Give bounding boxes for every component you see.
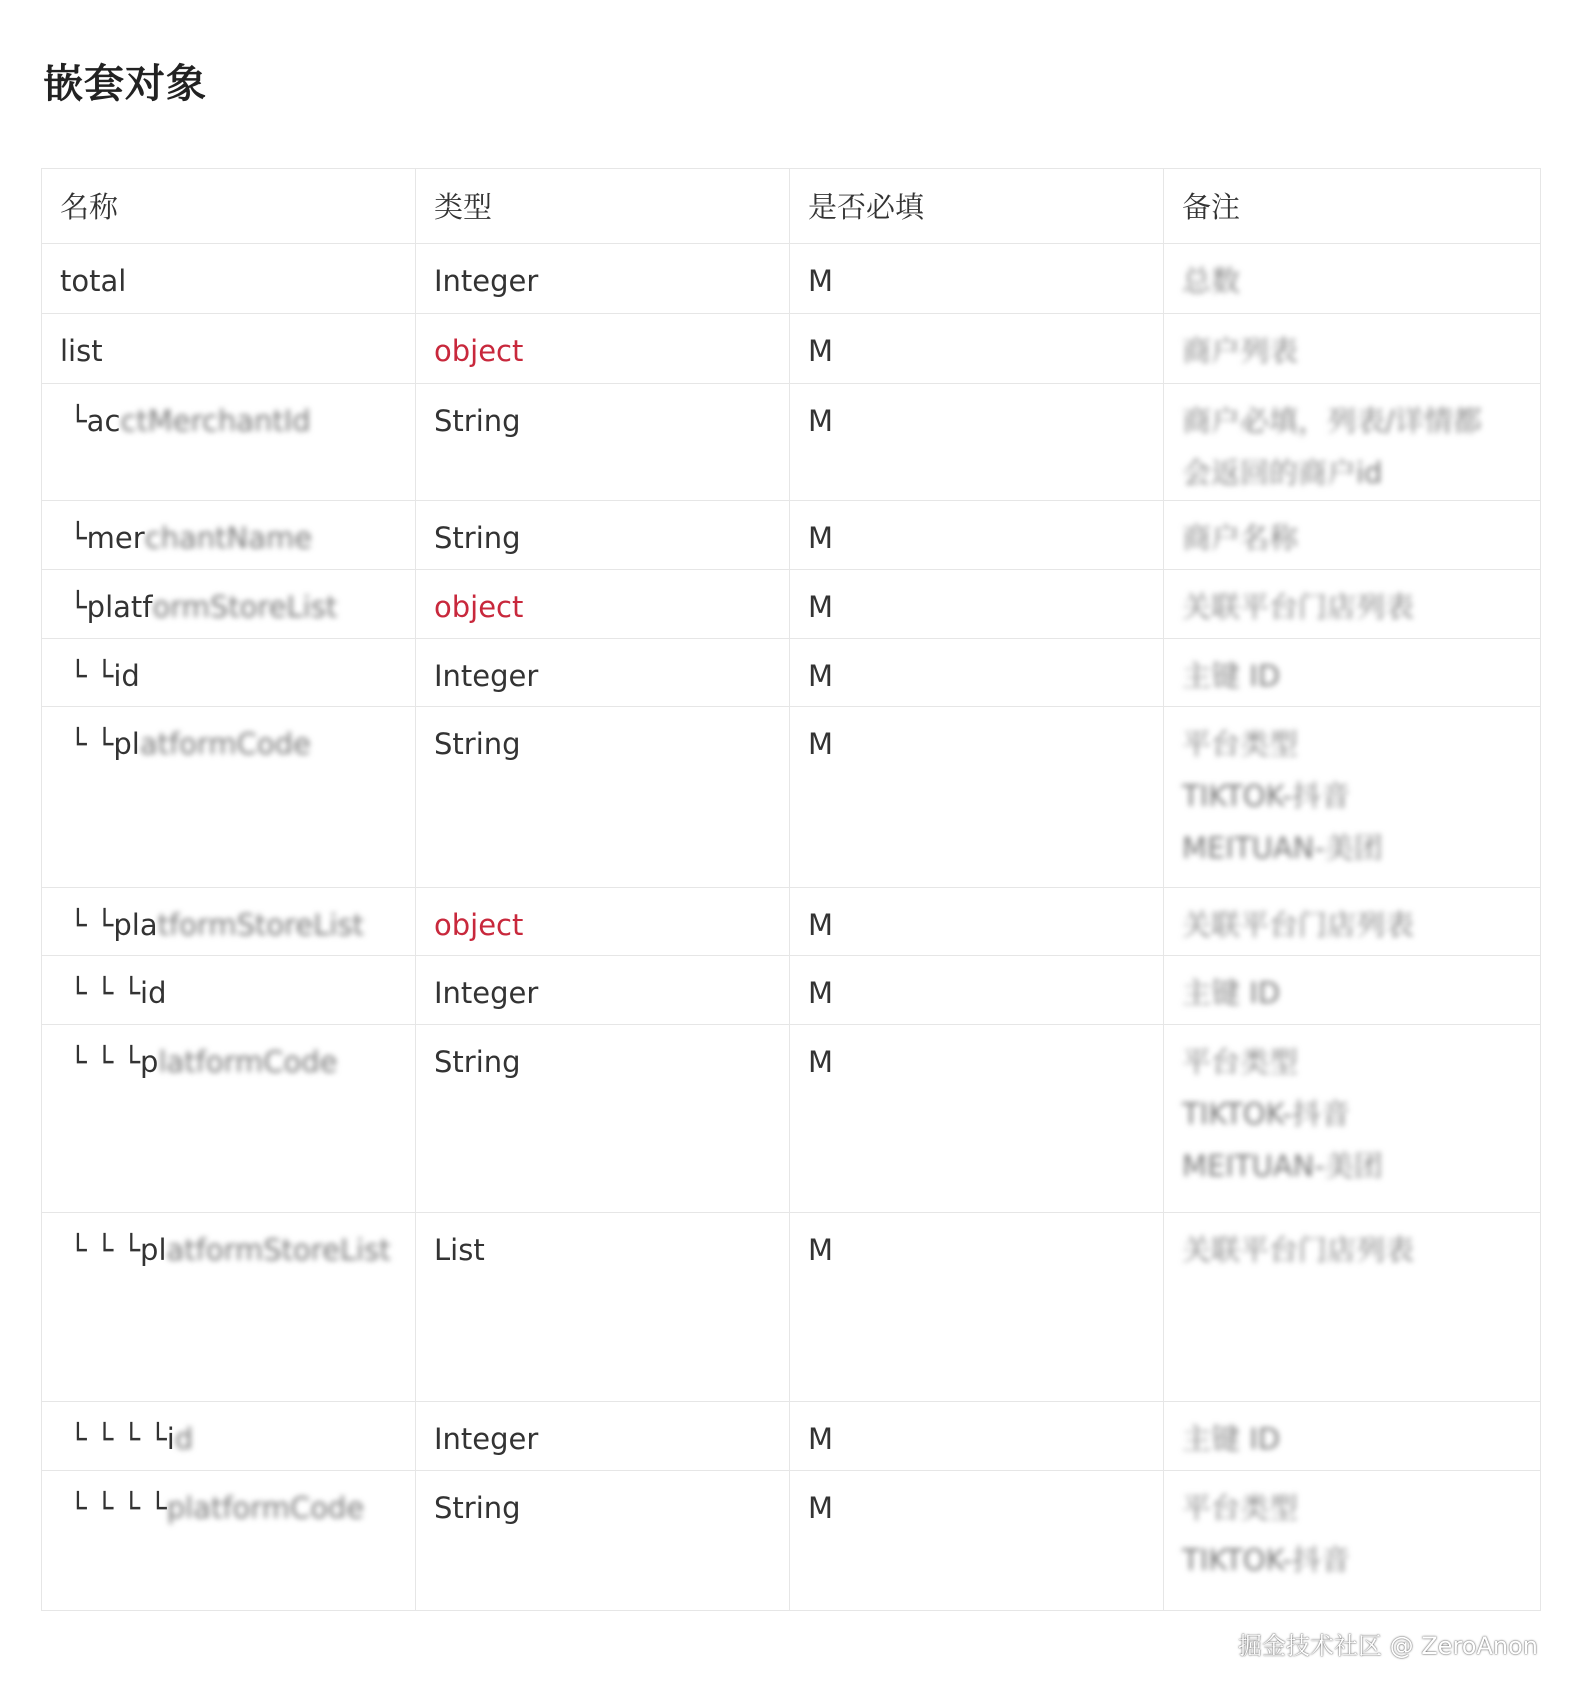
field-note-line: 平台类型: [1182, 1045, 1299, 1079]
field-required: M: [808, 334, 834, 368]
field-note-line: TIKTOK-抖音: [1182, 1543, 1351, 1577]
field-note-line: 总数: [1182, 264, 1241, 298]
field-notes-cell: [1164, 1025, 1541, 1213]
field-type-cell: [416, 1402, 790, 1471]
field-required: M: [808, 521, 834, 555]
field-type-cell: [416, 570, 790, 639]
field-notes-cell: [1164, 384, 1541, 501]
field-name-cell: [42, 1402, 416, 1471]
field-note-line: 关联平台门店列表: [1182, 590, 1415, 624]
field-name-redacted: ctMerchantId: [120, 404, 311, 438]
field-name-redacted: platformCode: [166, 1491, 365, 1525]
field-name-cell: [42, 888, 416, 956]
field-type: String: [434, 521, 521, 555]
header-type: 类型: [416, 169, 790, 244]
field-type: List: [434, 1233, 485, 1267]
field-name-cell: [42, 1213, 416, 1402]
table-row: [42, 244, 1541, 314]
field-type: String: [434, 404, 521, 438]
field-name: └ └ └pl: [60, 1233, 167, 1267]
table-row: [42, 1471, 1541, 1611]
field-required: M: [808, 590, 834, 624]
field-note-line: 主键 ID: [1182, 1422, 1281, 1456]
field-notes-cell: [1164, 314, 1541, 384]
watermark: 掘金技术社区 @ ZeroAnon: [1237, 1632, 1538, 1660]
field-note-line: 平台类型: [1182, 727, 1299, 761]
field-name-redacted: chantName: [144, 521, 313, 555]
table-row: [42, 639, 1541, 707]
field-required: M: [808, 1233, 834, 1267]
field-required-cell: [790, 956, 1164, 1025]
field-name-redacted: tformStoreList: [157, 908, 364, 942]
field-note-line: 商户列表: [1182, 334, 1299, 368]
field-type-cell: [416, 1025, 790, 1213]
field-name-cell: [42, 501, 416, 570]
field-name-redacted: d: [174, 1422, 194, 1456]
field-note-line: 会返回的商户id: [1182, 456, 1383, 490]
field-type: Integer: [434, 1422, 539, 1456]
field-type: object: [434, 908, 524, 942]
field-type-cell: [416, 501, 790, 570]
field-type-cell: [416, 314, 790, 384]
field-name-cell: [42, 707, 416, 888]
field-name-cell: [42, 1471, 416, 1611]
field-note-line: 商户名称: [1182, 521, 1299, 555]
field-required: M: [808, 976, 834, 1010]
field-note-line: 主键 ID: [1182, 659, 1281, 693]
field-note-line: MEITUAN-美团: [1182, 1149, 1383, 1183]
nested-object-table-container: [41, 168, 1540, 1611]
field-type-cell: [416, 888, 790, 956]
field-note-line: 平台类型: [1182, 1491, 1299, 1525]
field-name: └ └pla: [60, 908, 158, 942]
field-name: └ └id: [60, 659, 140, 693]
field-type-cell: [416, 639, 790, 707]
table-row: [42, 314, 1541, 384]
table-row: [42, 384, 1541, 501]
table-header-row: [42, 169, 1541, 244]
field-required-cell: [790, 384, 1164, 501]
table-row: [42, 501, 1541, 570]
page-title: 嵌套对象: [43, 61, 207, 107]
field-name: total: [60, 264, 127, 298]
field-required: M: [808, 1422, 834, 1456]
field-name: └ └ └ └: [60, 1491, 167, 1525]
field-name-redacted: atformCode: [139, 727, 311, 761]
field-name-cell: [42, 570, 416, 639]
field-notes-cell: [1164, 707, 1541, 888]
field-type: Integer: [434, 976, 539, 1010]
field-note-line: 关联平台门店列表: [1182, 1233, 1415, 1267]
field-notes-cell: [1164, 1213, 1541, 1402]
field-type: String: [434, 1491, 521, 1525]
field-required-cell: [790, 1402, 1164, 1471]
field-note-line: MEITUAN-美团: [1182, 831, 1383, 865]
nested-object-table: [41, 168, 1541, 1611]
field-notes-cell: [1164, 888, 1541, 956]
field-type: Integer: [434, 264, 539, 298]
table-row: [42, 1025, 1541, 1213]
field-required: M: [808, 659, 834, 693]
table-row: [42, 888, 1541, 956]
field-required: M: [808, 1045, 834, 1079]
field-name-redacted: atformStoreList: [166, 1233, 391, 1267]
field-required: M: [808, 264, 834, 298]
field-notes-cell: [1164, 1471, 1541, 1611]
field-type: String: [434, 727, 521, 761]
field-notes-cell: [1164, 1402, 1541, 1471]
field-notes-cell: [1164, 244, 1541, 314]
field-name-redacted: ormStoreList: [152, 590, 338, 624]
field-note-line: TIKTOK-抖音: [1182, 779, 1351, 813]
field-name: └ └ └ └i: [60, 1422, 175, 1456]
field-name: └ac: [60, 404, 121, 438]
table-row: [42, 956, 1541, 1025]
field-notes-cell: [1164, 639, 1541, 707]
field-name-redacted: latformCode: [158, 1045, 338, 1079]
field-name-cell: [42, 384, 416, 501]
field-required: M: [808, 404, 834, 438]
field-type-cell: [416, 707, 790, 888]
field-type-cell: [416, 384, 790, 501]
header-name: 名称: [42, 169, 416, 244]
field-required-cell: [790, 1471, 1164, 1611]
table-header: [42, 169, 1541, 244]
field-type: String: [434, 1045, 521, 1079]
field-required-cell: [790, 570, 1164, 639]
field-notes-cell: [1164, 501, 1541, 570]
field-required-cell: [790, 314, 1164, 384]
field-type-cell: [416, 956, 790, 1025]
field-name: └mer: [60, 521, 145, 555]
field-notes-cell: [1164, 570, 1541, 639]
field-note-line: 主键 ID: [1182, 976, 1281, 1010]
field-name: └ └pl: [60, 727, 140, 761]
field-required: M: [808, 908, 834, 942]
field-type: Integer: [434, 659, 539, 693]
field-required-cell: [790, 1213, 1164, 1402]
field-name-cell: [42, 956, 416, 1025]
table-row: [42, 1213, 1541, 1402]
field-required-cell: [790, 501, 1164, 570]
field-name: └ └ └p: [60, 1045, 159, 1079]
field-required: M: [808, 727, 834, 761]
field-type-cell: [416, 1471, 790, 1611]
field-name: └platf: [60, 590, 153, 624]
field-note-line: 商户必填，列表/详情都: [1182, 404, 1482, 438]
table-row: [42, 707, 1541, 888]
header-notes: 备注: [1164, 169, 1541, 244]
field-required-cell: [790, 707, 1164, 888]
field-required: M: [808, 1491, 834, 1525]
field-name-cell: [42, 639, 416, 707]
field-name-cell: [42, 314, 416, 384]
field-name-cell: [42, 1025, 416, 1213]
field-name: └ └ └id: [60, 976, 167, 1010]
field-required-cell: [790, 244, 1164, 314]
table-body: [42, 244, 1541, 1611]
field-type: object: [434, 334, 524, 368]
field-name-cell: [42, 244, 416, 314]
field-type-cell: [416, 244, 790, 314]
table-row: [42, 1402, 1541, 1471]
field-required-cell: [790, 639, 1164, 707]
field-note-line: 关联平台门店列表: [1182, 908, 1415, 942]
field-type: object: [434, 590, 524, 624]
header-required: 是否必填: [790, 169, 1164, 244]
field-note-line: TIKTOK-抖音: [1182, 1097, 1351, 1131]
field-type-cell: [416, 1213, 790, 1402]
table-row: [42, 570, 1541, 639]
field-required-cell: [790, 888, 1164, 956]
field-name: list: [60, 334, 103, 368]
field-notes-cell: [1164, 956, 1541, 1025]
field-required-cell: [790, 1025, 1164, 1213]
